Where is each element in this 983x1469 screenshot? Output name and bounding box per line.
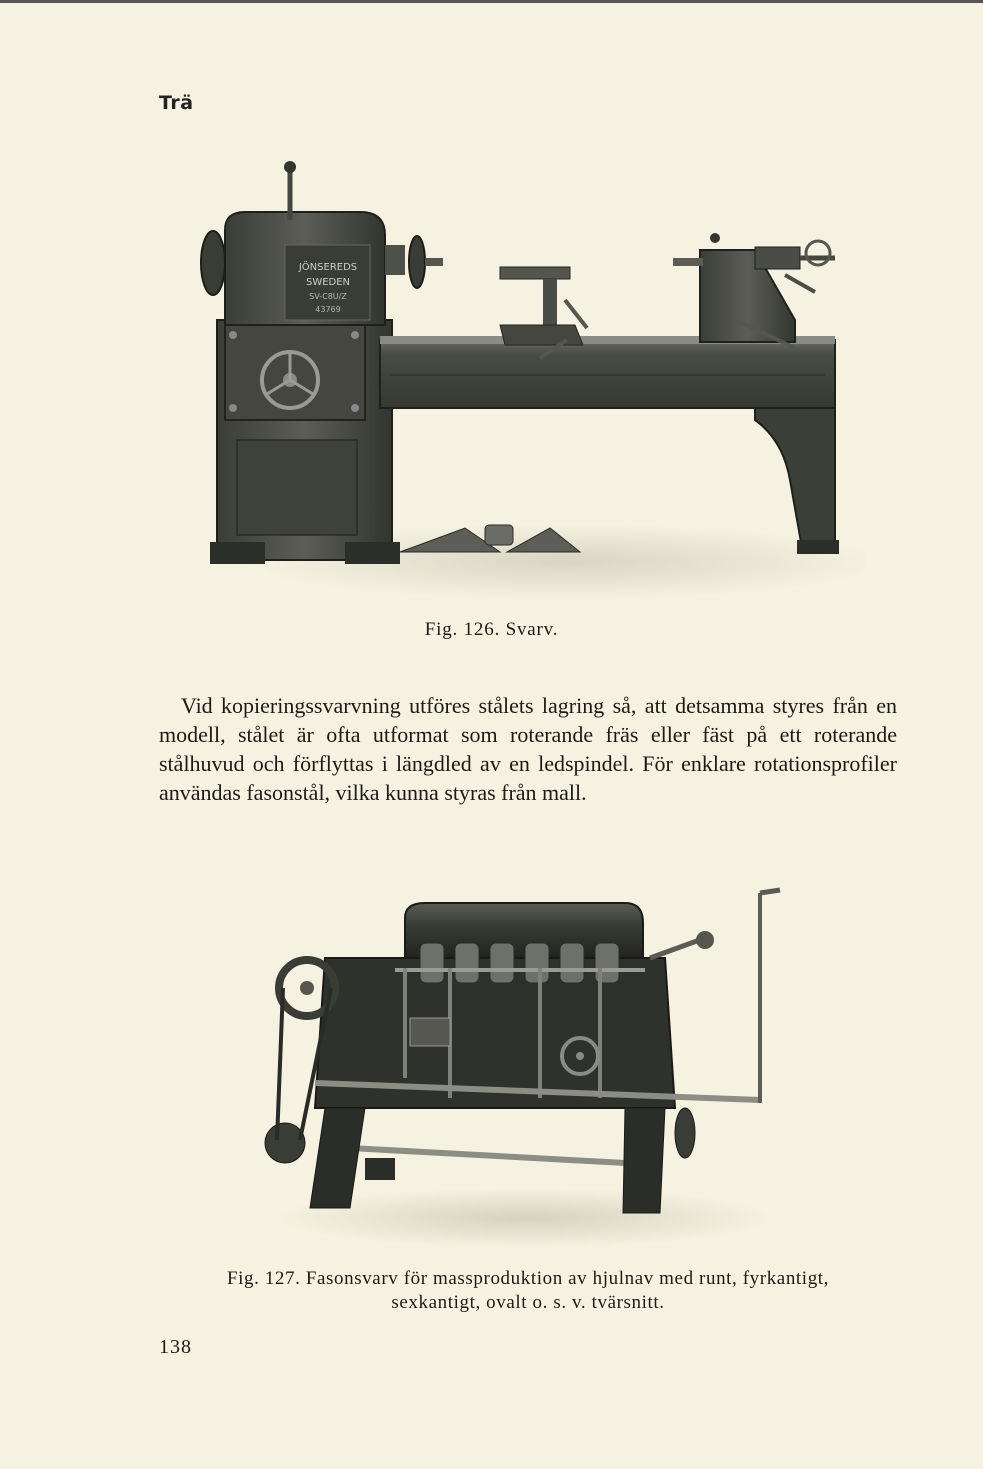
top-border-line xyxy=(0,0,983,3)
figure-127-caption xyxy=(159,1267,897,1315)
figure-126-lathe-image xyxy=(195,150,865,605)
figure-126-caption: Fig. 126. Svarv. xyxy=(424,619,559,640)
page-header: Trä xyxy=(159,92,194,114)
nameplate-line-3: SV-C8U/Z xyxy=(309,292,347,301)
body-paragraph: Vid kopieringssvarvning utföres stålets lagring så, att detsamma styres från en modell, stålet är ofta utformat som roterande fräs eller fäst på ett roterande stålhuvud och förflyttas i längdled av en ledspindel. För enklare rotationsprofiler användas fasonstål, vilka kunna styras från mall. xyxy=(159,693,897,805)
nameplate-line-1: JÖNSEREDS xyxy=(298,262,358,273)
form-lathe-illustration xyxy=(255,878,795,1250)
nameplate-line-2: SWEDEN xyxy=(305,277,351,288)
nameplate-line-4: 43769 xyxy=(315,305,341,314)
page-number: 138 xyxy=(159,1336,192,1358)
lathe-illustration xyxy=(195,150,865,605)
figure-127-form-lathe-image xyxy=(255,878,795,1250)
figure-127-caption-line-1: Fig. 127. Fasonsvarv för massproduktion av hjulnav med runt, fyrkantigt, xyxy=(226,1268,830,1289)
figure-127-caption-line-2: sexkantigt, ovalt o. s. v. tvärsnitt. xyxy=(391,1292,665,1313)
